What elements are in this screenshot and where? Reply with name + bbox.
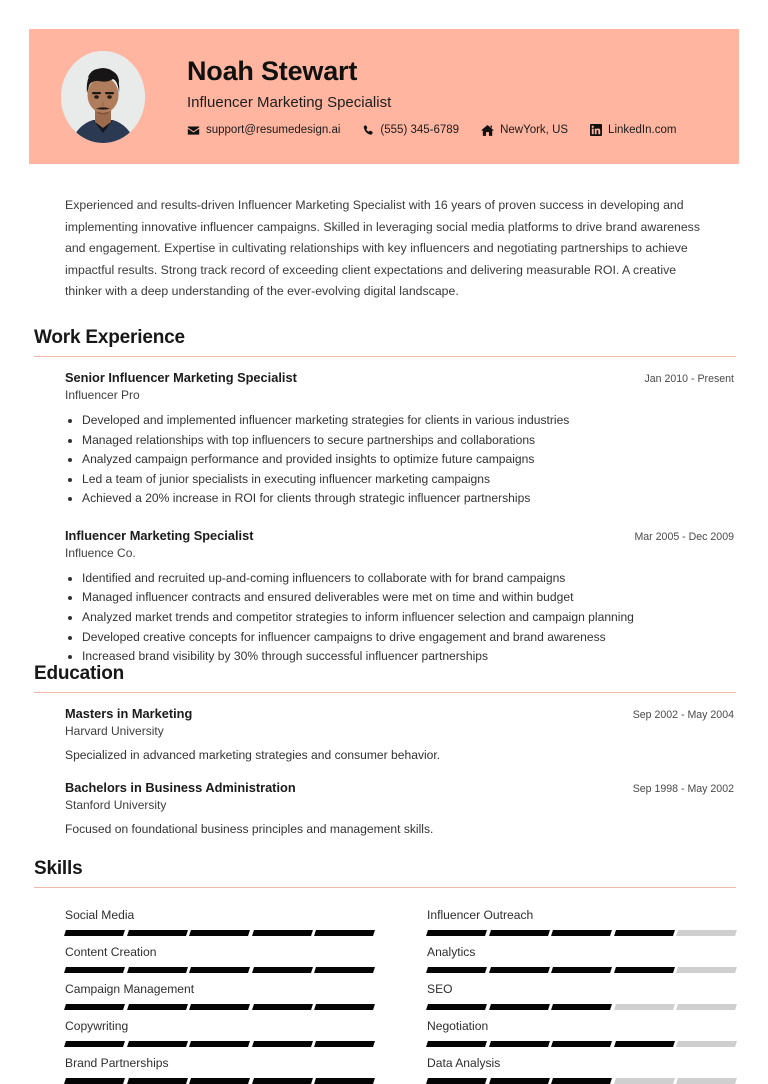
skill-meter-segment xyxy=(127,967,188,973)
skill-meter-segment xyxy=(614,1041,675,1047)
education-entry-head xyxy=(65,780,734,795)
job-title: Senior Influencer Marketing Specialist xyxy=(65,370,297,385)
skill-item xyxy=(34,973,374,1010)
skill-meter xyxy=(427,1078,736,1084)
phone-icon xyxy=(362,124,374,137)
skill-meter-segment xyxy=(64,1004,125,1010)
skill-item xyxy=(396,1047,736,1084)
job-bullet: • Managed relationships with top influencers to secure partnerships and collaborations xyxy=(82,431,734,451)
skill-meter-segment xyxy=(314,930,375,936)
skills-section xyxy=(34,858,736,1084)
skill-meter-segment xyxy=(614,967,675,973)
contact-phone[interactable] xyxy=(362,124,459,137)
skill-item xyxy=(396,899,736,936)
job-bullet: • Analyzed market trends and competitor strategies to inform influencer selection and campaign planning xyxy=(82,608,734,628)
skill-meter-segment xyxy=(127,930,188,936)
education-entry xyxy=(34,706,736,762)
skill-meter-segment xyxy=(614,930,675,936)
job-bullet: • Identified and recruited up-and-coming influencers to collaborate with for brand campaigns xyxy=(82,569,734,589)
skill-meter-segment xyxy=(676,1004,737,1010)
skill-meter-segment xyxy=(551,1041,612,1047)
section-divider xyxy=(34,887,736,888)
skill-meter-segment xyxy=(314,967,375,973)
work-entry-head xyxy=(65,528,734,543)
skill-meter-segment xyxy=(551,930,612,936)
skill-meter-segment xyxy=(252,1078,313,1084)
degree-title: Bachelors in Business Administration xyxy=(65,780,296,795)
job-company: Influencer Pro xyxy=(65,388,140,402)
skill-meter-segment xyxy=(252,1041,313,1047)
skill-meter-segment xyxy=(189,1078,250,1084)
contact-list xyxy=(187,124,739,137)
skill-meter xyxy=(65,1041,374,1047)
job-date: Jan 2010 - Present xyxy=(644,373,734,385)
job-bullet: • Achieved a 20% increase in ROI for clients through strategic influencer partnerships xyxy=(82,489,734,509)
skill-meter-segment xyxy=(489,930,550,936)
skill-meter-segment xyxy=(551,1004,612,1010)
skill-name: Content Creation xyxy=(65,945,157,959)
header-text xyxy=(163,56,739,136)
skill-item xyxy=(396,1010,736,1047)
skill-name: SEO xyxy=(427,982,453,996)
skill-name: Analytics xyxy=(427,945,476,959)
contact-location[interactable] xyxy=(481,124,568,137)
skill-meter-segment xyxy=(314,1078,375,1084)
skill-meter-segment xyxy=(64,1078,125,1084)
education-entry-head xyxy=(65,706,734,721)
skill-meter-segment xyxy=(676,1078,737,1084)
skill-meter-segment xyxy=(426,967,487,973)
skill-meter-segment xyxy=(314,1041,375,1047)
section-divider xyxy=(34,356,736,357)
skill-meter-segment xyxy=(189,1041,250,1047)
avatar-wrapper xyxy=(43,51,163,143)
skill-item xyxy=(34,1010,374,1047)
resume-header xyxy=(29,29,739,164)
skill-meter-segment xyxy=(127,1041,188,1047)
job-bullet: • Analyzed campaign performance and provided insights to optimize future campaigns xyxy=(82,450,734,470)
contact-email[interactable] xyxy=(187,124,340,137)
work-experience-title: Work Experience xyxy=(34,327,185,348)
education-entry xyxy=(34,780,736,836)
skill-meter-segment xyxy=(551,1078,612,1084)
job-company: Influence Co. xyxy=(65,545,136,560)
skill-meter xyxy=(65,930,374,936)
contact-location-label: NewYork, US xyxy=(500,124,569,137)
candidate-role: Influencer Marketing Specialist xyxy=(187,93,392,111)
skill-meter-segment xyxy=(189,930,250,936)
skill-meter-segment xyxy=(252,930,313,936)
skill-meter xyxy=(65,967,374,973)
work-entry xyxy=(34,528,736,667)
skill-meter xyxy=(427,967,736,973)
degree-date: Sep 1998 - May 2002 xyxy=(632,783,734,795)
professional-summary: Experienced and results-driven Influencer Marketing Specialist with 16 years of proven success in developing and implementing innovative influencer campaigns. Skilled in leveraging social media platforms to drive brand awareness and engagement. Expertise in cultivating relationships with key influencers and negotiating partnerships to achieve impactful results. Strong track record of exceeding client expectations and delivering measurable ROI. A creative thinker with a deep understanding of the ever-evolving digital landscape. xyxy=(65,198,700,299)
skill-meter xyxy=(427,1041,736,1047)
home-icon xyxy=(481,124,494,137)
skill-item xyxy=(34,936,374,973)
skill-item xyxy=(34,1047,374,1084)
skill-meter-segment xyxy=(252,1004,313,1010)
skill-meter-segment xyxy=(426,1078,487,1084)
job-bullet: • Increased brand visibility by 30% through successful influencer partnerships xyxy=(82,647,734,667)
linkedin-icon xyxy=(590,124,602,136)
job-bullet: • Led a team of junior specialists in executing influencer marketing campaigns xyxy=(82,470,734,490)
skill-name: Copywriting xyxy=(65,1019,129,1033)
skill-item xyxy=(396,936,736,973)
skill-meter-segment xyxy=(676,967,737,973)
section-divider xyxy=(34,692,736,693)
education-section xyxy=(34,663,736,836)
skill-meter-segment xyxy=(426,1041,487,1047)
skill-meter-segment xyxy=(614,1078,675,1084)
skill-meter-segment xyxy=(489,1004,550,1010)
degree-title: Masters in Marketing xyxy=(65,706,193,721)
skill-meter-segment xyxy=(426,1004,487,1010)
skill-meter xyxy=(427,930,736,936)
job-date: Mar 2005 - Dec 2009 xyxy=(634,530,734,543)
skill-meter-segment xyxy=(189,967,250,973)
skill-meter-segment xyxy=(551,967,612,973)
contact-linkedin-label: LinkedIn.com xyxy=(608,124,677,137)
skill-meter-segment xyxy=(676,1041,737,1047)
skill-meter-segment xyxy=(676,930,737,936)
degree-description: Focused on foundational business principles and management skills. xyxy=(65,822,434,836)
candidate-name: Noah Stewart xyxy=(187,56,358,87)
skill-meter-segment xyxy=(614,1004,675,1010)
contact-email-label: support@resumedesign.ai xyxy=(206,124,341,137)
skill-meter-segment xyxy=(64,967,125,973)
skill-item xyxy=(34,899,374,936)
skill-meter-segment xyxy=(314,1004,375,1010)
job-bullet: • Managed influencer contracts and ensured deliverables were met on time and within budget xyxy=(82,588,734,608)
skill-meter-segment xyxy=(189,1004,250,1010)
skill-name: Social Media xyxy=(65,908,135,922)
skill-meter-segment xyxy=(64,1041,125,1047)
job-bullet: • Developed and implemented influencer marketing strategies for clients in various industries xyxy=(82,411,734,431)
envelope-icon xyxy=(187,124,200,137)
skill-meter-segment xyxy=(127,1078,188,1084)
degree-description: Specialized in advanced marketing strategies and consumer behavior. xyxy=(65,748,441,762)
contact-phone-label: (555) 345-6789 xyxy=(380,124,460,137)
avatar xyxy=(61,51,145,143)
job-bullet: • Developed creative concepts for influencer campaigns to drive engagement and brand awareness xyxy=(82,628,734,648)
skill-meter-segment xyxy=(489,1078,550,1084)
contact-linkedin[interactable] xyxy=(590,124,676,136)
education-title: Education xyxy=(34,663,125,684)
job-bullets xyxy=(65,411,734,509)
skills-grid xyxy=(34,899,736,1084)
skill-item xyxy=(396,973,736,1010)
work-entry xyxy=(34,370,736,509)
skill-name: Campaign Management xyxy=(65,982,195,996)
skill-meter-segment xyxy=(489,967,550,973)
skill-meter-segment xyxy=(64,930,125,936)
job-title: Influencer Marketing Specialist xyxy=(65,527,254,543)
degree-date: Sep 2002 - May 2004 xyxy=(632,709,734,721)
work-experience-section xyxy=(34,327,736,667)
school-name: Harvard University xyxy=(65,724,164,738)
skill-meter-segment xyxy=(489,1041,550,1047)
skill-name: Brand Partnerships xyxy=(65,1056,169,1070)
skill-name: Negotiation xyxy=(427,1019,489,1033)
skill-meter xyxy=(65,1078,374,1084)
job-bullets xyxy=(65,569,734,667)
skill-meter-segment xyxy=(252,967,313,973)
skill-meter-segment xyxy=(426,930,487,936)
school-name: Stanford University xyxy=(65,798,167,812)
skill-name: Influencer Outreach xyxy=(427,908,534,922)
skill-name: Data Analysis xyxy=(427,1056,501,1070)
work-entry-head xyxy=(65,370,734,385)
skill-meter-segment xyxy=(127,1004,188,1010)
skill-meter xyxy=(65,1004,374,1010)
skill-meter xyxy=(427,1004,736,1010)
skills-title: Skills xyxy=(34,858,83,879)
